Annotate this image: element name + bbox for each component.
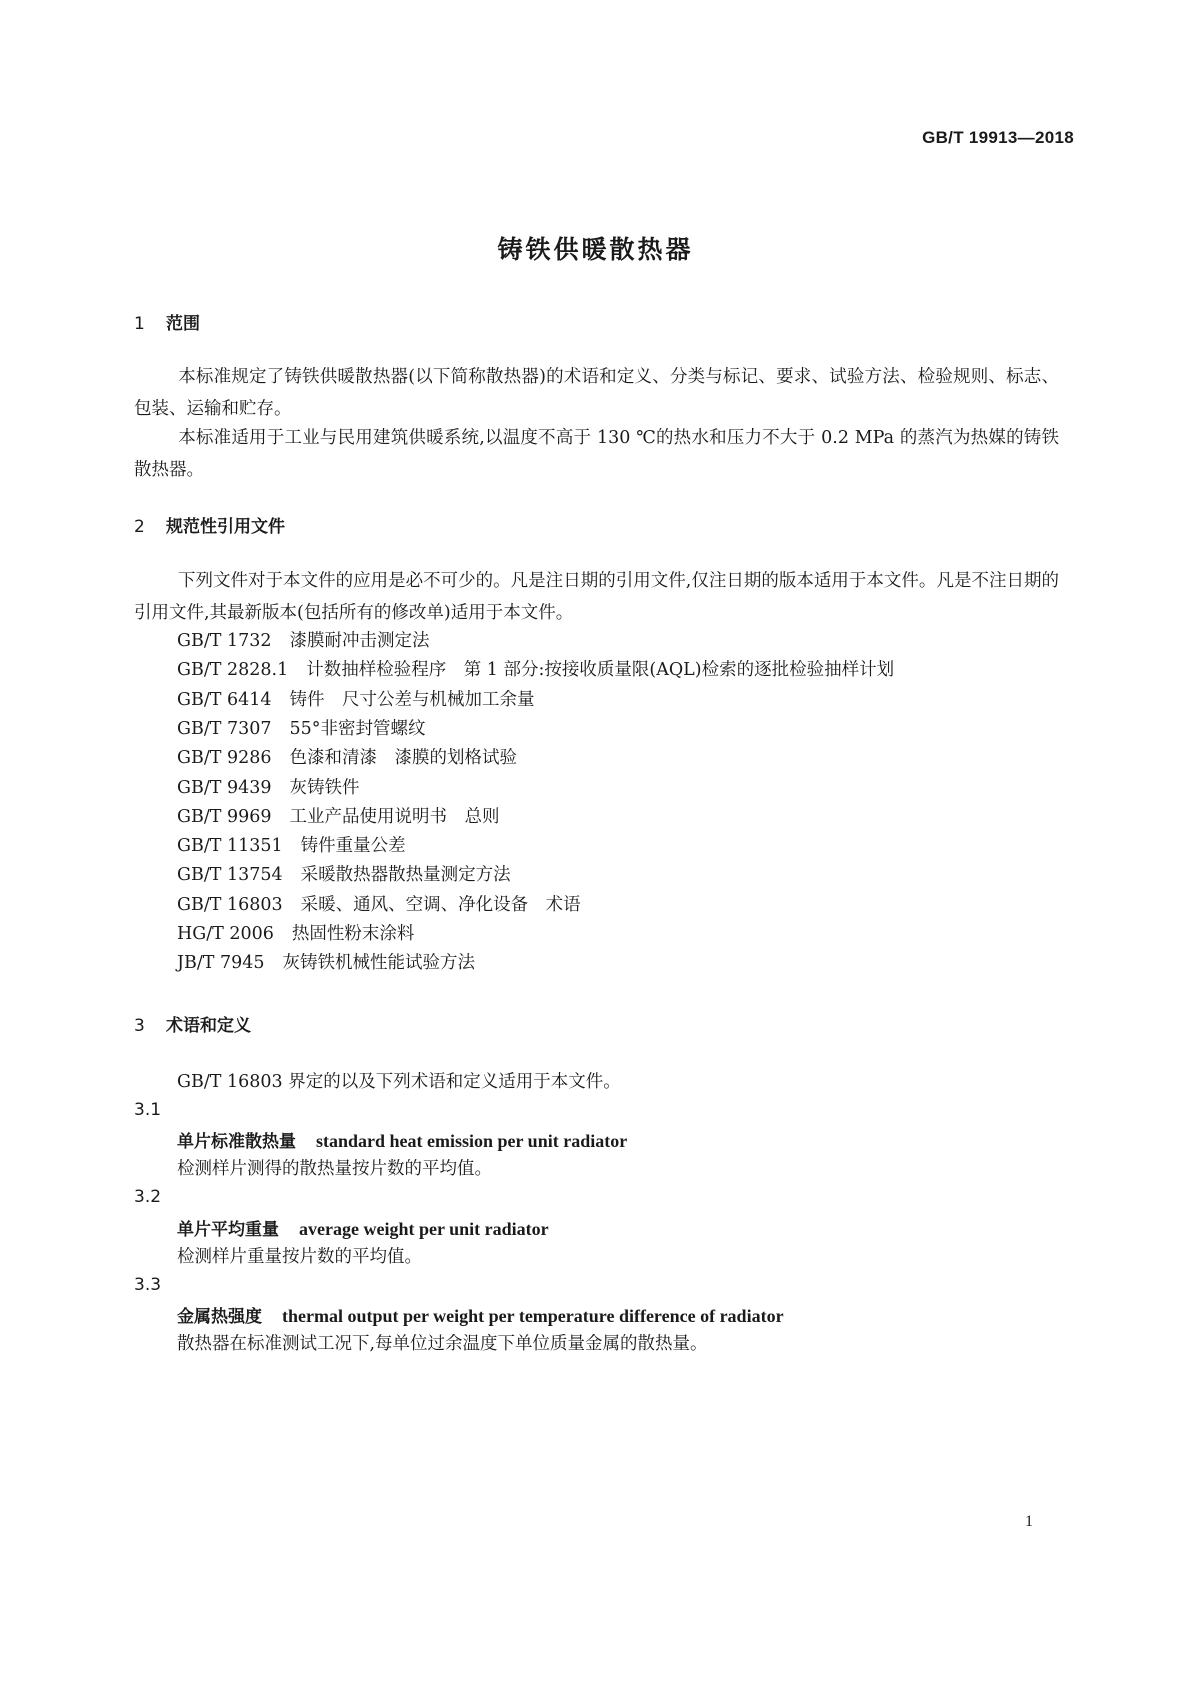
term-number: 3.1 <box>134 1100 162 1120</box>
section-number: 2 <box>134 517 145 537</box>
section-title: 术语和定义 <box>166 1016 251 1036</box>
reference-item: GB/T 16803 采暖、通风、空调、净化设备 术语 <box>177 895 581 915</box>
reference-item: GB/T 9969 工业产品使用说明书 总则 <box>177 807 500 827</box>
reference-item: GB/T 6414 铸件 尺寸公差与机械加工余量 <box>177 690 535 710</box>
reference-item: GB/T 7307 55°非密封管螺纹 <box>177 719 426 739</box>
reference-item: HG/T 2006 热固性粉末涂料 <box>177 924 415 944</box>
section-title: 范围 <box>166 314 200 334</box>
section-3-heading <box>134 1011 251 1036</box>
reference-item: GB/T 2828.1 计数抽样检验程序 第 1 部分:按接收质量限(AQL)检索的逐批检验抽样计划 <box>177 660 895 680</box>
section-3-intro: GB/T 16803 界定的以及下列术语和定义适用于本文件。 <box>177 1072 621 1092</box>
section-2-intro: 下列文件对于本文件的应用是必不可少的。凡是注日期的引用文件,仅注日期的版本适用于本文件。凡是不注日期的引用文件,其最新版本(包括所有的修改单)适用于本文件。 <box>134 571 1059 623</box>
page-number: 1 <box>1025 1513 1033 1530</box>
term-definition: 散热器在标准测试工况下,每单位过余温度下单位质量金属的散热量。 <box>177 1334 708 1354</box>
standard-code: GB/T 19913—2018 <box>922 128 1074 147</box>
section-1-paragraph-1: 本标准规定了铸铁供暖散热器(以下简称散热器)的术语和定义、分类与标记、要求、试验方法、检验规则、标志、包装、运输和贮存。 <box>134 367 1059 419</box>
term-heading: 金属热强度 thermal output per weight per temperature difference of radiator <box>177 1306 784 1327</box>
term-number: 3.3 <box>134 1275 162 1295</box>
section-1-paragraph-2: 本标准适用于工业与民用建筑供暖系统,以温度不高于 130 ℃的热水和压力不大于 0.2 MPa 的蒸汽为热媒的铸铁散热器。 <box>134 428 1059 480</box>
reference-item: GB/T 9439 灰铸铁件 <box>177 778 360 798</box>
term-definition: 检测样片测得的散热量按片数的平均值。 <box>177 1159 492 1179</box>
term-number: 3.2 <box>134 1187 162 1207</box>
section-number: 3 <box>134 1016 145 1036</box>
document-title: 铸铁供暖散热器 <box>497 235 694 264</box>
section-title: 规范性引用文件 <box>166 517 285 537</box>
reference-item: GB/T 11351 铸件重量公差 <box>177 836 406 856</box>
term-definition: 检测样片重量按片数的平均值。 <box>177 1247 422 1267</box>
section-number: 1 <box>134 314 145 334</box>
reference-item: JB/T 7945 灰铸铁机械性能试验方法 <box>177 953 476 973</box>
reference-item: GB/T 1732 漆膜耐冲击测定法 <box>177 631 430 651</box>
term-heading: 单片平均重量 average weight per unit radiator <box>177 1219 549 1240</box>
section-2-heading <box>134 512 285 537</box>
reference-item: GB/T 13754 采暖散热器散热量测定方法 <box>177 865 511 885</box>
term-heading: 单片标准散热量 standard heat emission per unit radiator <box>177 1131 628 1152</box>
reference-item: GB/T 9286 色漆和清漆 漆膜的划格试验 <box>177 748 518 768</box>
section-1-heading <box>134 309 200 334</box>
